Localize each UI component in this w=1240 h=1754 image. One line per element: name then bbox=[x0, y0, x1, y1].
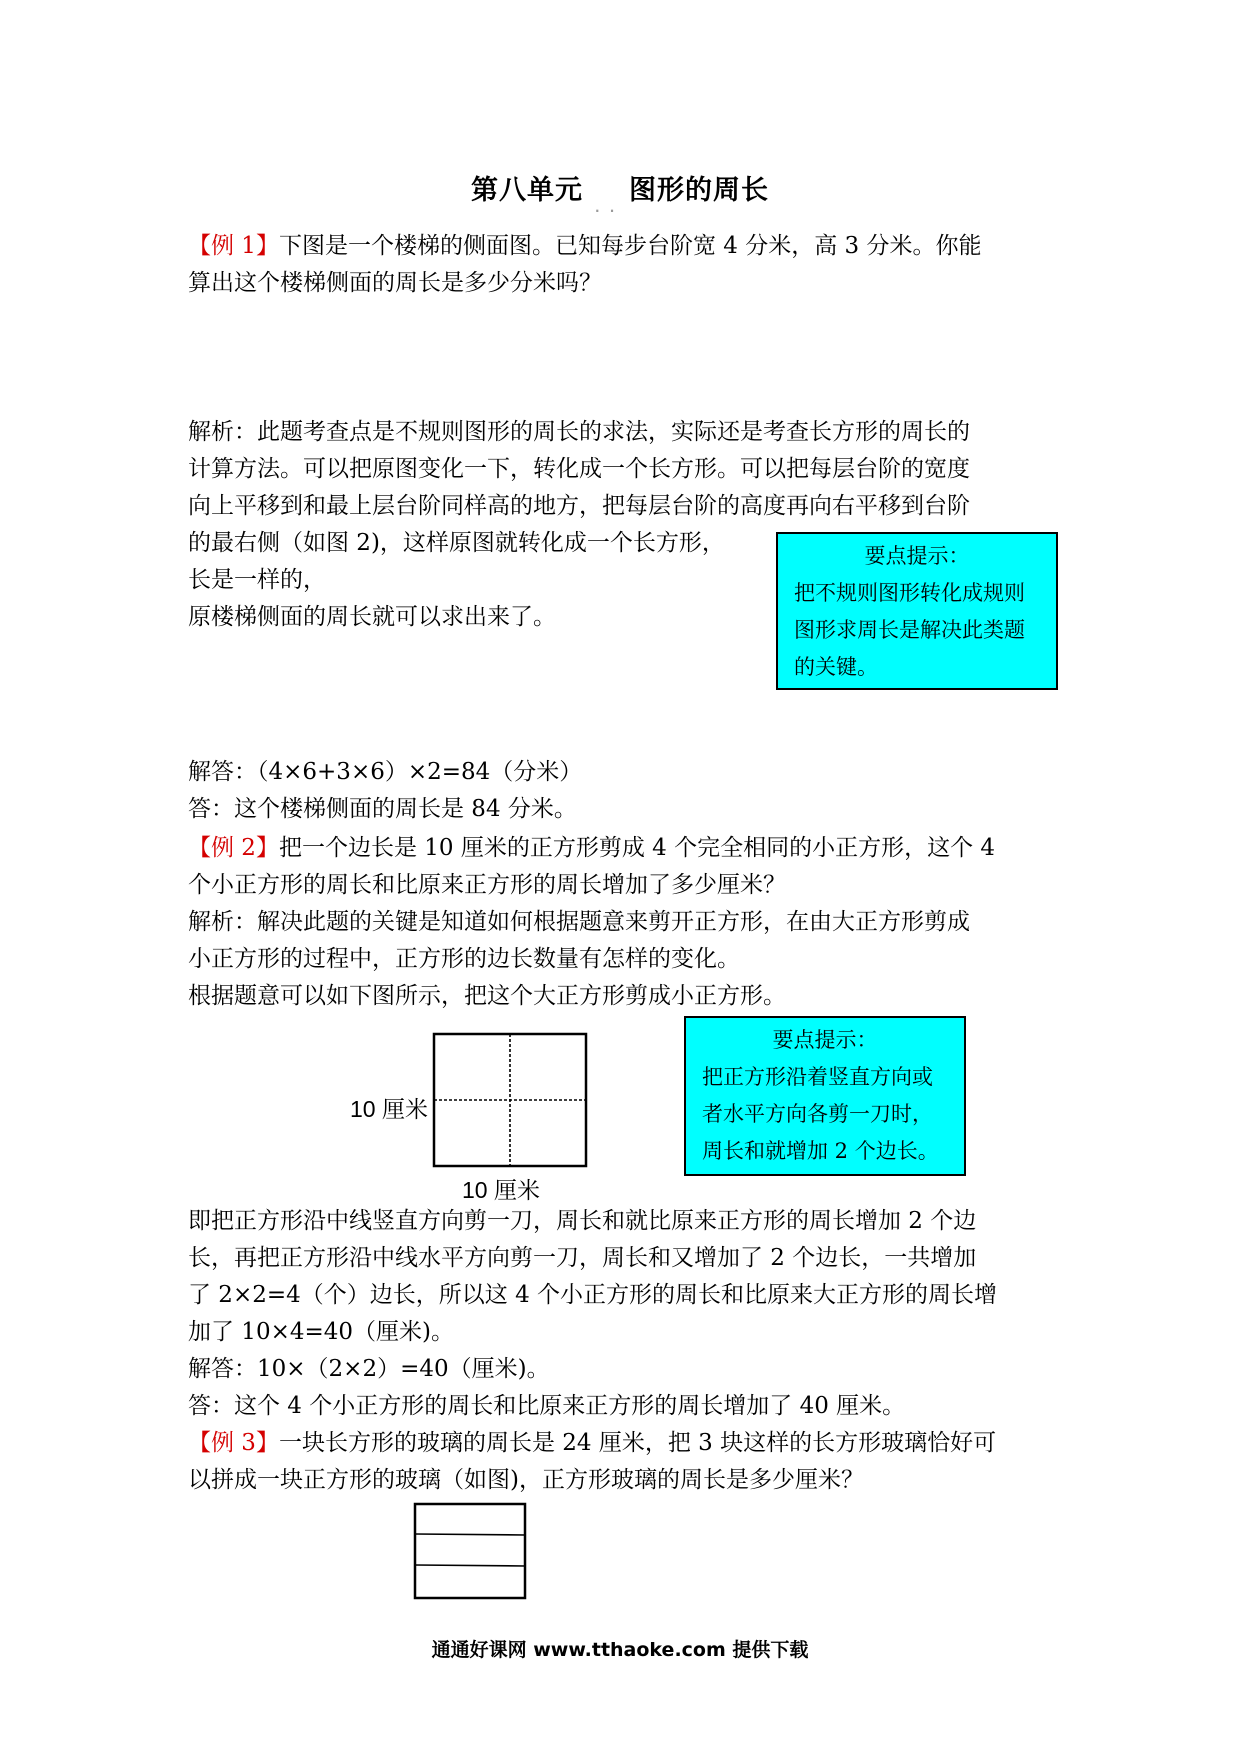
ex2-answer: 答：这个 4 个小正方形的周长和比原来正方形的周长增加了 40 厘米。 bbox=[188, 1393, 906, 1419]
ex2-analysis-line-3: 根据题意可以如下图所示，把这个大正方形剪成小正方形。 bbox=[188, 983, 786, 1009]
ex1-tip-title: 要点提示： bbox=[864, 544, 970, 568]
page-title bbox=[0, 168, 1240, 207]
ex1-question-line-1: 【例 1】下图是一个楼梯的侧面图。已知每步台阶宽 4 分米，高 3 分米。你能 bbox=[188, 233, 982, 259]
ex3-divider-1 bbox=[415, 1534, 525, 1535]
ex3-tag: 【例 3】 bbox=[188, 1430, 279, 1456]
footer-download-note: 通通好课网 www.tthaoke.com 提供下载 bbox=[431, 1639, 809, 1661]
ex2-analysis-line-1: 解析：解决此题的关键是知道如何根据题意来剪开正方形，在由大正方形剪成 bbox=[188, 909, 970, 935]
ex2-square-figure bbox=[432, 1032, 590, 1170]
ex1-tip-line-2: 图形求周长是解决此类题 bbox=[794, 618, 1025, 642]
ex2-explain-line-4: 加了 10×4=40（厘米)。 bbox=[188, 1319, 454, 1345]
ex2-tip-box bbox=[684, 1016, 966, 1176]
ex1-solution: 解答：（4×6+3×6）×2=84（分米） bbox=[188, 759, 583, 785]
ex3-divider-2 bbox=[415, 1565, 525, 1566]
ex3-square-glass bbox=[415, 1504, 525, 1598]
ex1-tip-box bbox=[776, 532, 1058, 690]
ex1-tip-line-3: 的关键。 bbox=[794, 655, 878, 679]
title-left: 第八单元 bbox=[471, 175, 583, 206]
ex1-analysis-line-6: 原楼梯侧面的周长就可以求出来了。 bbox=[188, 604, 556, 630]
ex3-question-line-1: 【例 3】一块长方形的玻璃的周长是 24 厘米，把 3 块这样的长方形玻璃恰好可 bbox=[188, 1430, 997, 1456]
ex2-tip-title: 要点提示： bbox=[772, 1028, 878, 1052]
ex2-question-line-1: 【例 2】把一个边长是 10 厘米的正方形剪成 4 个完全相同的小正方形，这个 4 bbox=[188, 835, 996, 861]
ex1-tip-line-1: 把不规则图形转化成规则 bbox=[794, 581, 1025, 605]
ex1-question-line-2: 算出这个楼梯侧面的周长是多少分米吗？ bbox=[188, 270, 602, 296]
ex1-tag: 【例 1】 bbox=[188, 233, 279, 259]
ex1-analysis-line-1: 解析：此题考查点是不规则图形的周长的求法，实际还是考查长方形的周长的 bbox=[188, 419, 970, 445]
ex2-explain-line-3: 了 2×2=4（个）边长，所以这 4 个小正方形的周长和比原来大正方形的周长增 bbox=[188, 1282, 998, 1308]
ex1-analysis-line-2: 计算方法。可以把原图变化一下，转化成一个长方形。可以把每层台阶的宽度 bbox=[188, 456, 970, 482]
ex1-analysis-line-4: 的最右侧（如图 2)，这样原图就转化成一个长方形， bbox=[188, 530, 725, 556]
ex2-explain-line-1: 即把正方形沿中线竖直方向剪一刀，周长和就比原来正方形的周长增加 2 个边 bbox=[188, 1208, 977, 1234]
ex2-solution: 解答：10×（2×2）=40（厘米)。 bbox=[188, 1356, 550, 1382]
ex1-analysis-line-3: 向上平移到和最上层台阶同样高的地方，把每层台阶的高度再向右平移到台阶 bbox=[188, 493, 970, 519]
ex2-explain-line-2: 长，再把正方形沿中线水平方向剪一刀，周长和又增加了 2 个边长，一共增加 bbox=[188, 1245, 977, 1271]
ex2-question-line-2: 个小正方形的周长和比原来正方形的周长增加了多少厘米？ bbox=[188, 872, 786, 898]
ex1-answer: 答：这个楼梯侧面的周长是 84 分米。 bbox=[188, 796, 577, 822]
ex3-question-line-2: 以拼成一块正方形的玻璃（如图)，正方形玻璃的周长是多少厘米？ bbox=[188, 1467, 864, 1493]
title-right: 图形的周长 bbox=[629, 175, 769, 206]
ex2-analysis-line-2: 小正方形的过程中，正方形的边长数量有怎样的变化。 bbox=[188, 946, 740, 972]
ex2-bottom-label: 10 厘米 bbox=[462, 1177, 540, 1203]
ex2-tag: 【例 2】 bbox=[188, 835, 279, 861]
ex3-glass-figure bbox=[413, 1502, 527, 1600]
ex2-side-label: 10 厘米 bbox=[350, 1096, 428, 1122]
ex1-analysis-line-5: 长是一样的， bbox=[188, 567, 326, 593]
ex2-tip-line-3: 周长和就增加 2 个边长。 bbox=[702, 1139, 939, 1163]
ex2-tip-line-2: 者水平方向各剪一刀时， bbox=[702, 1102, 933, 1126]
ex2-tip-line-1: 把正方形沿着竖直方向或 bbox=[702, 1065, 933, 1089]
